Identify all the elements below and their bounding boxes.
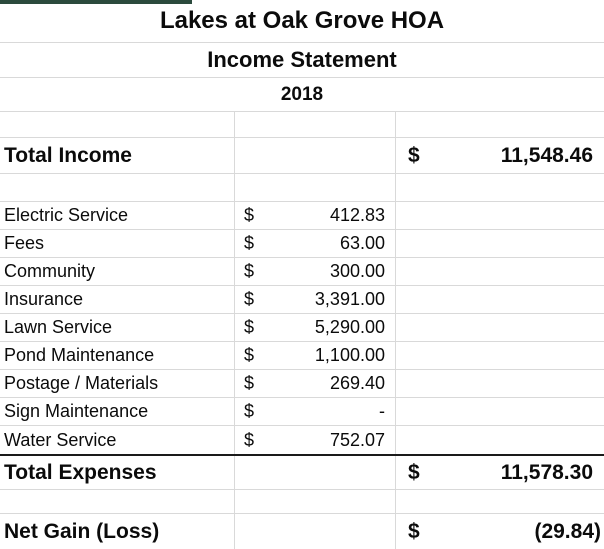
net-gain-amount-cell[interactable] <box>395 514 604 549</box>
empty-cell[interactable] <box>395 398 604 425</box>
net-gain-row <box>0 514 604 549</box>
currency-symbol: $ <box>408 460 420 484</box>
empty-cell[interactable] <box>395 342 604 369</box>
expense-amount: 752.07 <box>329 429 385 450</box>
empty-cell[interactable] <box>234 514 395 549</box>
total-expenses-row <box>0 454 604 490</box>
currency-symbol: $ <box>244 233 255 253</box>
expense-amount-cell[interactable] <box>234 230 395 257</box>
currency-symbol: $ <box>244 345 255 365</box>
subtitle-row <box>0 43 604 78</box>
currency-symbol: $ <box>244 373 255 393</box>
expense-label-cell[interactable]: Lawn Service <box>4 317 113 337</box>
empty-cell[interactable] <box>234 456 395 489</box>
empty-row <box>0 112 604 138</box>
expense-row <box>0 314 604 342</box>
expense-label-cell[interactable]: Community <box>4 261 96 281</box>
expense-row <box>0 202 604 230</box>
expense-row <box>0 342 604 370</box>
net-gain-amount: (29.84) <box>534 519 601 543</box>
expense-amount-cell[interactable] <box>234 426 395 454</box>
empty-cell[interactable] <box>395 314 604 341</box>
currency-symbol: $ <box>244 317 255 337</box>
empty-cell[interactable] <box>234 490 395 513</box>
total-income-row <box>0 138 604 174</box>
expense-amount-cell[interactable] <box>234 398 395 425</box>
empty-cell[interactable] <box>395 230 604 257</box>
expense-row <box>0 398 604 426</box>
expense-amount: 412.83 <box>329 205 385 225</box>
expense-label-cell[interactable]: Electric Service <box>4 205 129 225</box>
expense-row <box>0 286 604 314</box>
total-expenses-amount: 11,578.30 <box>500 460 593 484</box>
empty-cell[interactable] <box>0 112 234 137</box>
currency-symbol: $ <box>244 289 255 309</box>
empty-cell[interactable] <box>234 174 395 201</box>
expense-amount: 300.00 <box>329 261 385 281</box>
empty-cell[interactable] <box>395 426 604 454</box>
currency-symbol: $ <box>244 261 255 281</box>
net-gain-label-cell[interactable]: Net Gain (Loss) <box>4 519 160 543</box>
expense-label-cell[interactable]: Fees <box>4 233 45 253</box>
expense-amount: - <box>379 401 385 421</box>
empty-cell[interactable] <box>395 370 604 397</box>
clipped-green-cell-fragment <box>0 0 192 4</box>
empty-row <box>0 174 604 202</box>
empty-cell[interactable] <box>0 174 234 201</box>
empty-cell[interactable] <box>234 112 395 137</box>
currency-symbol: $ <box>244 205 255 225</box>
empty-cell[interactable] <box>234 138 395 173</box>
expense-row <box>0 426 604 454</box>
expense-amount-cell[interactable] <box>234 202 395 229</box>
sheet-subtitle[interactable]: Income Statement <box>207 47 397 72</box>
sheet-title[interactable]: Lakes at Oak Grove HOA <box>159 7 445 34</box>
expense-row <box>0 230 604 258</box>
expense-row <box>0 258 604 286</box>
total-income-amount-cell[interactable] <box>395 138 604 173</box>
expense-amount-cell[interactable] <box>234 286 395 313</box>
expense-amount-cell[interactable] <box>234 258 395 285</box>
total-income-amount: 11,548.46 <box>500 143 593 167</box>
empty-cell[interactable] <box>395 258 604 285</box>
empty-cell[interactable] <box>395 490 604 513</box>
empty-cell[interactable] <box>395 286 604 313</box>
expense-label-cell[interactable]: Pond Maintenance <box>4 345 155 365</box>
expense-label-cell[interactable]: Insurance <box>4 289 84 309</box>
total-expenses-label-cell[interactable]: Total Expenses <box>4 460 157 484</box>
empty-cell[interactable] <box>395 202 604 229</box>
total-expenses-amount-cell[interactable] <box>395 456 604 489</box>
empty-cell[interactable] <box>395 112 604 137</box>
expense-amount-cell[interactable] <box>234 370 395 397</box>
currency-symbol: $ <box>244 429 255 450</box>
sheet-year[interactable]: 2018 <box>280 83 324 105</box>
empty-cell[interactable] <box>395 174 604 201</box>
currency-symbol: $ <box>408 143 420 167</box>
empty-cell[interactable] <box>0 490 234 513</box>
expense-label-cell[interactable]: Water Service <box>4 429 117 450</box>
expense-amount-cell[interactable] <box>234 342 395 369</box>
expense-amount: 63.00 <box>339 233 385 253</box>
expense-label-cell[interactable]: Sign Maintenance <box>4 401 149 421</box>
expense-amount: 1,100.00 <box>314 345 385 365</box>
currency-symbol: $ <box>244 401 255 421</box>
year-row <box>0 78 604 112</box>
currency-symbol: $ <box>408 519 420 543</box>
expense-amount: 3,391.00 <box>314 289 385 309</box>
title-row <box>0 0 604 43</box>
expense-amount: 269.40 <box>329 373 385 393</box>
expense-label-cell[interactable]: Postage / Materials <box>4 373 159 393</box>
expense-row <box>0 370 604 398</box>
total-income-label-cell[interactable]: Total Income <box>4 143 132 167</box>
expense-amount: 5,290.00 <box>314 317 385 337</box>
empty-row <box>0 490 604 514</box>
expense-amount-cell[interactable] <box>234 314 395 341</box>
